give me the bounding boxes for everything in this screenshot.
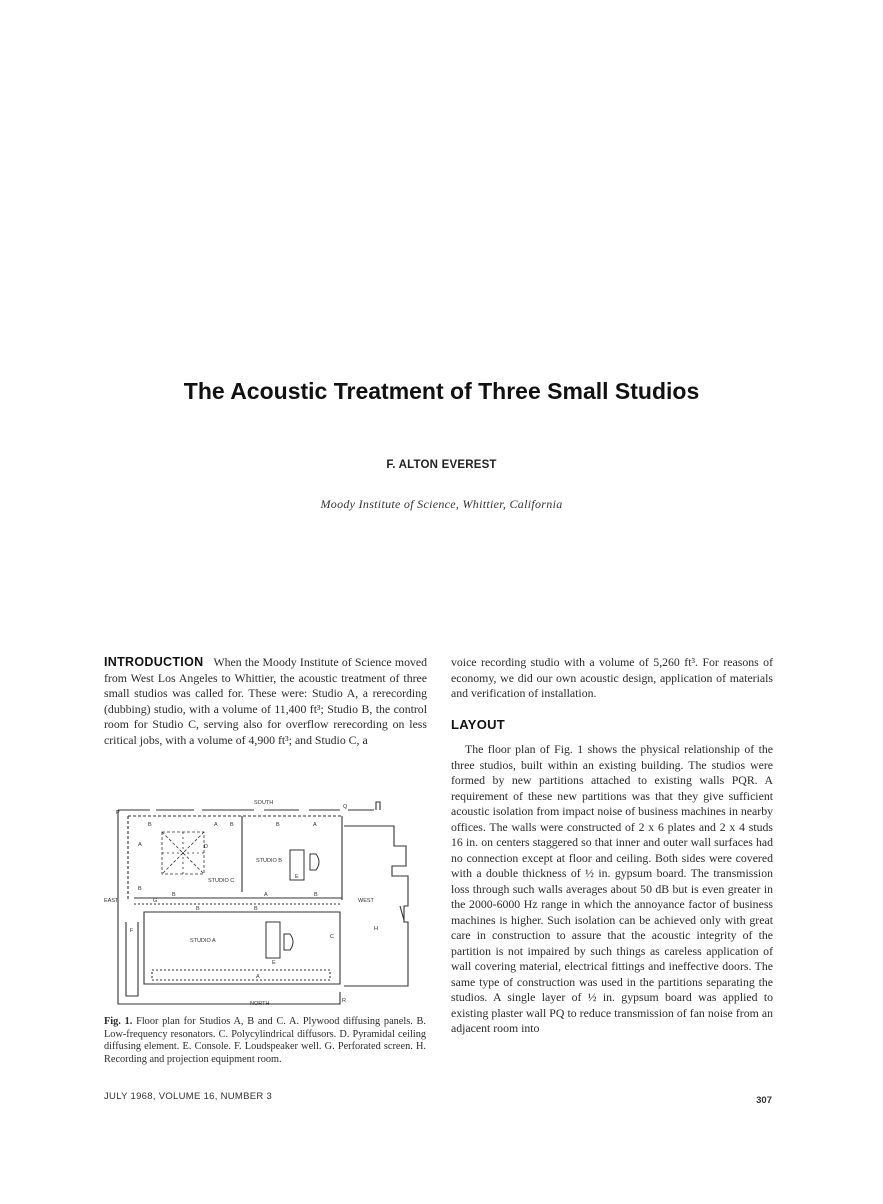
label-b-2: B: [230, 822, 234, 828]
caption-label: Fig. 1.: [104, 1016, 133, 1027]
label-east: EAST: [104, 898, 119, 904]
label-q: Q: [343, 804, 348, 810]
floor-plan-figure: [104, 796, 422, 1010]
studio-a-console: [266, 922, 293, 958]
article-author: F. ALTON EVEREST: [386, 459, 497, 471]
label-b-7: B: [314, 892, 318, 898]
journal-citation: JULY 1968, VOLUME 16, NUMBER 3: [104, 1091, 273, 1102]
label-e-1: E: [295, 874, 299, 880]
label-a-4: A: [264, 892, 268, 898]
layout-paragraph: The floor plan of Fig. 1 shows the physical relationship of the three studios, built within an existing building. The studios were formed by new partitions attached to existing walls PQR. A requirement of these new partitions was that they give sufficient acoustic isolation from impact noise of business machines in nearby offices. The walls were constructed of 2 x 6 plates and 2 x 4 studs 16 in. on centers staggered so that inner and outer wall surfaces had no connection except at floor and ceiling. Both sides were covered with a double thickness of ½ in. gypsum board. The transmission loss through such walls averages about 50 dB but is even greater in the 2000-6000 Hz range in which the annoyance factor of business machines is higher. Such isolation can be achieved only with great care in construction to assure that the acoustic integrity of the partition is not impaired by such things as careless application of wall covering material, electrical fittings and ineffective doors. The same type of construction was used in the partitions separating the studios. A single layer of ½ in. gypsum board was applied to existing plaster wall PQ to reduce transmission of fan noise from an adjacent room into: [451, 742, 773, 1035]
label-a-1: A: [214, 822, 218, 828]
label-d: D: [204, 844, 208, 850]
label-e-2: E: [272, 960, 276, 966]
label-b-8: B: [138, 886, 142, 892]
label-north: NORTH: [250, 1001, 270, 1007]
label-r: R: [342, 998, 346, 1004]
floor-plan-labels: [104, 800, 378, 1007]
label-a-2: A: [313, 822, 317, 828]
label-a-3: A: [138, 842, 142, 848]
layout-heading: LAYOUT: [451, 717, 506, 732]
label-b-6: B: [254, 906, 258, 912]
label-a-5: A: [256, 974, 260, 980]
article-title: The Acoustic Treatment of Three Small Studios: [183, 378, 700, 404]
label-b-4: B: [172, 892, 176, 898]
pyramidal-diffuser: [162, 832, 204, 874]
label-south: SOUTH: [254, 800, 274, 806]
introduction-paragraph: [104, 655, 427, 748]
label-h: H: [374, 926, 378, 932]
introduction-heading: INTRODUCTION: [104, 655, 204, 669]
label-studio-c: STUDIO C: [208, 878, 235, 884]
label-studio-a: STUDIO A: [190, 938, 216, 944]
label-f: F: [130, 928, 134, 934]
author-affiliation: Moody Institute of Science, Whittier, California: [320, 497, 563, 511]
label-b-1: B: [148, 822, 152, 828]
caption-text: Floor plan for Studios A, B and C. A. Plywood diffusing panels. B. Low-frequency resonators. C. Polycylindrical diffusors. D. Pyramidal ceiling diffusing element. E. Console. F. Loudspeaker well. G. Perforated screen. H. Recording and projection equipment room.: [104, 1016, 426, 1065]
label-studio-b: STUDIO B: [256, 858, 282, 864]
page-number: 307: [756, 1095, 772, 1106]
label-g: G: [153, 898, 158, 904]
label-b-5: B: [196, 906, 200, 912]
introduction-text: When the Moody Institute of Science moved from West Los Angeles to Whittier, the acoustic treatment of three small studios was called for. These were: Studio A, a rerecording (dubbing) studio, with a volume of 11,400 ft³; Studio B, the control room for Studio C, serving also for overflow rerecording on less critical jobs, with a volume of 4,900 ft³; and Studio C, a: [104, 655, 427, 747]
label-b-3: B: [276, 822, 280, 828]
figure-caption: [104, 1016, 426, 1066]
introduction-continued: voice recording studio with a volume of 5,260 ft³. For reasons of economy, we did our own acoustic design, application of materials and verification of installation.: [451, 655, 773, 700]
label-p: P: [116, 810, 120, 816]
label-west: WEST: [358, 898, 374, 904]
label-c: C: [330, 934, 334, 940]
